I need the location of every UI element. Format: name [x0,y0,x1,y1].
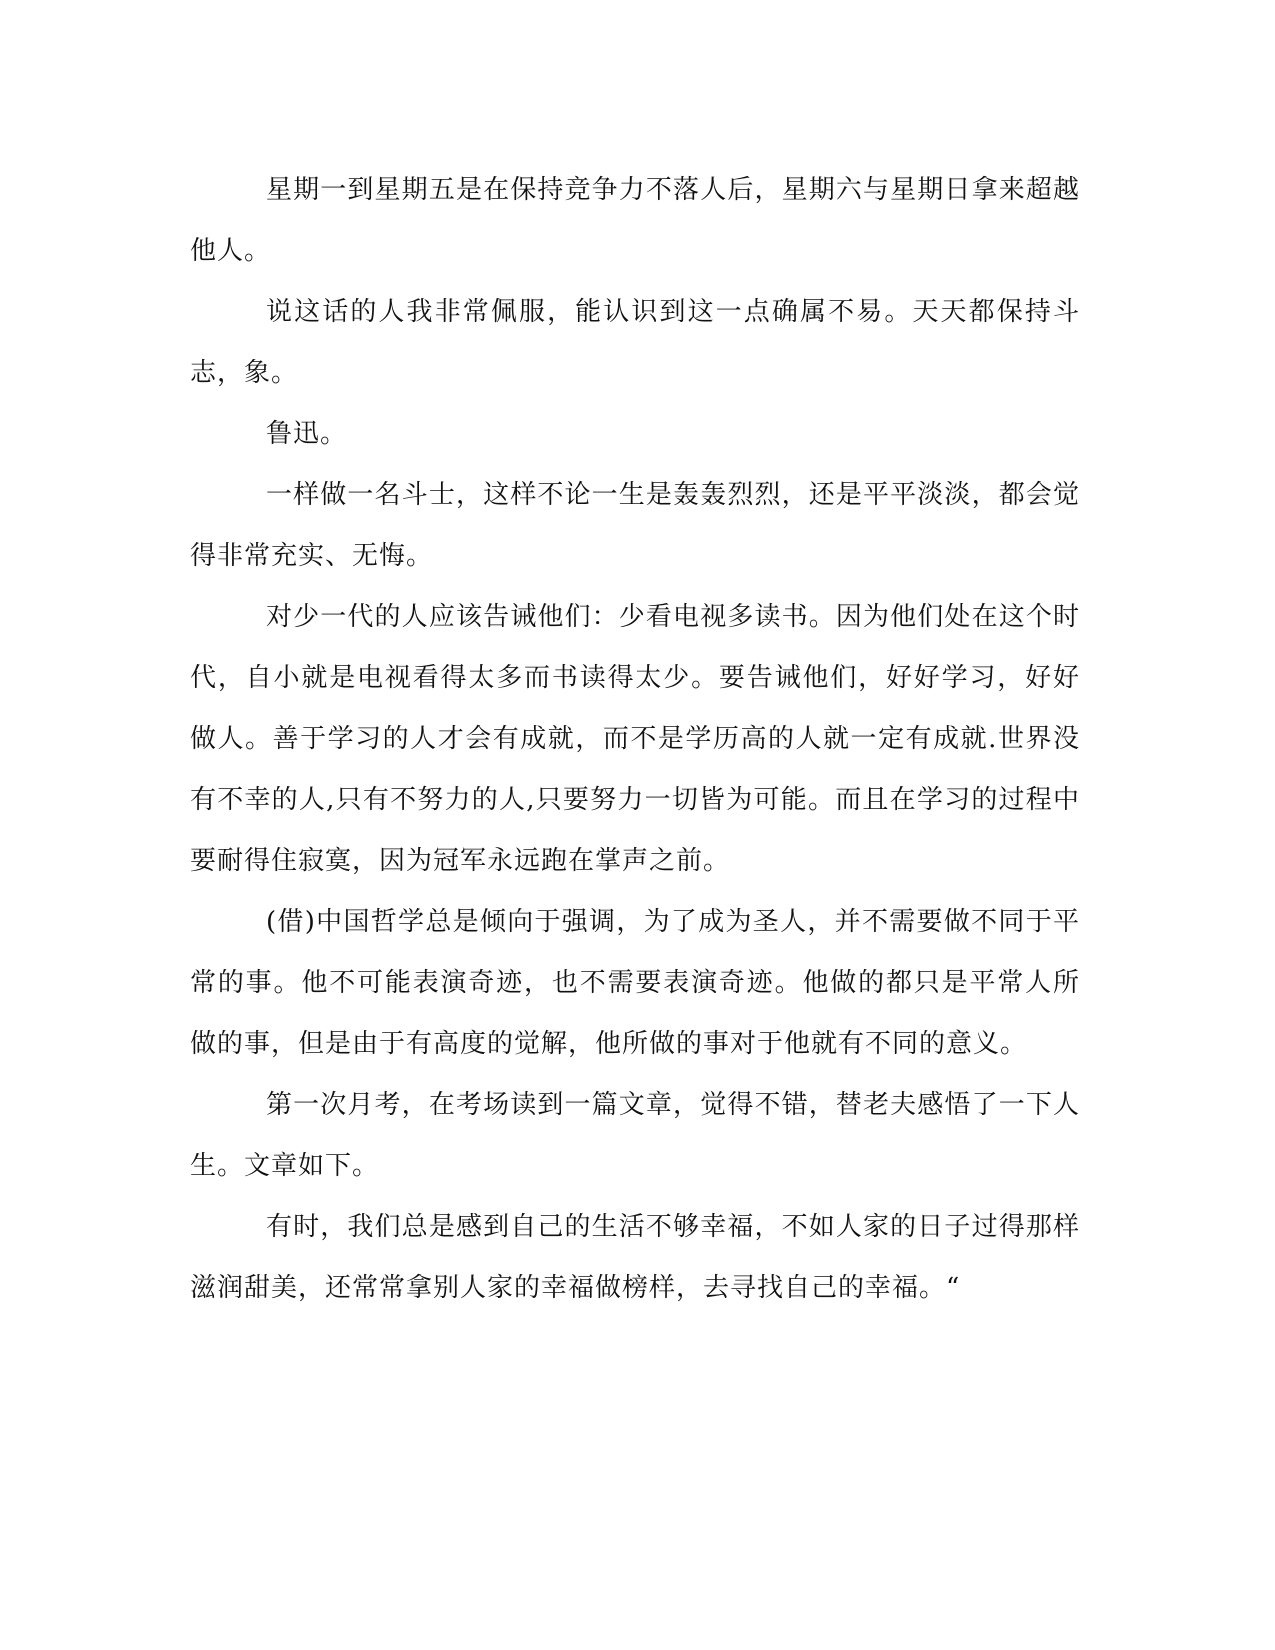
paragraph: 对少一代的人应该告诫他们：少看电视多读书。因为他们处在这个时代，自小就是电视看得太多而书读得太少。要告诫他们，好好学习，好好做人。善于学习的人才会有成就，而不是学历高的人就一定有成就.世界没有不幸的人,只有不努力的人,只要努力一切皆为可能。而且在学习的过程中要耐得住寂寞，因为冠军永远跑在掌声之前。 [190,602,1080,876]
paragraph: 星期一到星期五是在保持竞争力不落人后，星期六与星期日拿来超越他人。 [190,175,1080,266]
paragraph: 一样做一名斗士，这样不论一生是轰轰烈烈，还是平平淡淡，都会觉得非常充实、无悔。 [190,480,1080,571]
paragraph: 说这话的人我非常佩服，能认识到这一点确属不易。天天都保持斗志，象。 [190,297,1080,388]
paragraph: (借)中国哲学总是倾向于强调，为了成为圣人，并不需要做不同于平常的事。他不可能表演奇迹，也不需要表演奇迹。他做的都只是平常人所做的事，但是由于有高度的觉解，他所做的事对于他就有不同的意义。 [190,907,1080,1059]
document-body [190,160,1080,1319]
paragraph: 有时，我们总是感到自己的生活不够幸福，不如人家的日子过得那样滋润甜美，还常常拿别人家的幸福做榜样，去寻找自己的幸福。“ [190,1212,1080,1303]
paragraph: 第一次月考，在考场读到一篇文章，觉得不错，替老夫感悟了一下人生。文章如下。 [190,1090,1080,1181]
paragraph: 鲁迅。 [266,419,348,449]
